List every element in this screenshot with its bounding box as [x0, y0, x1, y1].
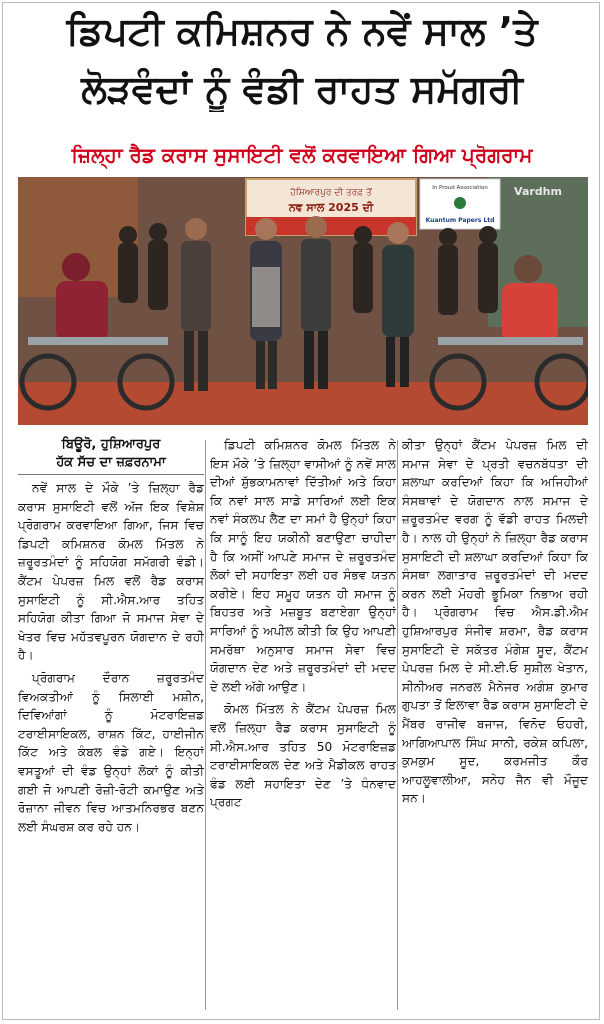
- sponsor-name: Kuantum Papers Ltd: [425, 217, 495, 224]
- right-sign-text: Vardhm: [514, 185, 562, 198]
- sponsor-top: In Proud Association: [432, 185, 488, 191]
- article-column-1: [18, 436, 204, 1014]
- article-body: [18, 436, 588, 1014]
- banner-line-2: ਨਵ ਸਾਲ 2025 ਦੀ: [288, 201, 374, 214]
- article-column-3: [402, 436, 588, 1014]
- sponsor-logo-icon: [454, 197, 466, 209]
- byline-box: [18, 436, 204, 475]
- paragraph: ਨਵੇਂ ਸਾਲ ਦੇ ਮੌਕੇ ’ਤੇ ਜ਼ਿਲ੍ਹਾ ਰੈਡ ਕਰਾਸ ਸੁਸਾਇਟੀ ਵਲੋਂ ਅੱਜ ਇਕ ਵਿਸ਼ੇਸ਼ ਪ੍ਰੋਗਰਾਮ ਕਰਵਾਇਆ ਗਿਆ, ਜਿਸ ਵਿਚ ਡਿਪਟੀ ਕਮਿਸ਼ਨਰ ਕੋਮਲ ਮਿੱਤਲ ਨੇ ਜ਼ਰੂਰਤਮੰਦਾਂ ਨੂੰ ਸਹਿਯੋਗ ਸਮੱਗਰੀ ਵੰਡੀ। ਕੈਂਟਮ ਪੇਪਰਜ਼ ਮਿਲ ਵਲੋਂ ਰੈਡ ਕਰਾਸ ਸੁਸਾਇਟੀ ਨੂੰ ਸੀ.ਐਸ.ਆਰ ਤਹਿਤ ਸਹਿਯੋਗ ਕੀਤਾ ਗਿਆ ਜੋ ਸਮਾਜ ਸੇਵਾ ਦੇ ਖੇਤਰ ਵਿਚ ਮਹੱਤਵਪੂਰਨ ਯੋਗਦਾਨ ਦੇ ਰਹੀ ਹੈ।: [18, 481, 204, 663]
- banner-line-1: ਹੋਸ਼ਿਆਰਪੁਰ ਦੀ ਤਰਫ਼ ਤੋਂ: [290, 188, 372, 198]
- headline-line-1: ਡਿਪਟੀ ਕਮਿਸ਼ਨਰ ਨੇ ਨਵੇਂ ਸਾਲ ’ਤੇ: [66, 9, 538, 53]
- byline-paper: ਹੱਕ ਸੱਚ ਦਾ ਜ਼ਫ਼ਰਨਾਮਾ: [56, 455, 166, 470]
- subheadline: ਜ਼ਿਲ੍ਹਾ ਰੈਡ ਕਰਾਸ ਸੁਸਾਇਟੀ ਵਲੋਂ ਕਰਵਾਇਆ ਗਿਆ ਪ੍ਰੋਗਰਾਮ: [71, 143, 533, 167]
- news-photo: [18, 177, 588, 425]
- headline-line-2: ਲੋੜਵੰਦਾਂ ਨੂੰ ਵੰਡੀ ਰਾਹਤ ਸਮੱਗਰੀ: [81, 67, 523, 111]
- paragraph: ਪ੍ਰੋਗਰਾਮ ਦੌਰਾਨ ਜ਼ਰੂਰਤਮੰਦ ਵਿਅਕਤੀਆਂ ਨੂੰ ਸਿਲਾਈ ਮਸ਼ੀਨ, ਦਿਵਿਆਂਗਾਂ ਨੂੰ ਮੋਟਰਾਇਜ਼ਡ ਟਰਾਈਸਾਇਕਲ, ਰਾਸ਼ਨ ਕਿੱਟ, ਹਾਈਜੀਨ ਕਿੱਟ ਅਤੇ ਕੰਬਲ ਵੰਡੇ ਗਏ। ਇਨ੍ਹਾਂ ਵਸਤੂਆਂ ਦੀ ਵੰਡ ਉਨ੍ਹਾਂ ਲੋਕਾਂ ਨੂੰ ਕੀਤੀ ਗਈ ਜੋ ਆਪਣੀ ਰੋਜ਼ੀ-ਰੋਟੀ ਕਮਾਉਣ ਅਤੇ ਰੋਜ਼ਾਨਾ ਜੀਵਨ ਵਿਚ ਆਤਮਨਿਰਭਰ ਬਣਨ ਲਈ ਸੰਘਰਸ਼ ਕਰ ਰਹੇ ਹਨ।: [18, 670, 204, 834]
- byline-place: ਬਿਊਰੋ, ਹੁਸ਼ਿਆਰਪੁਰ: [61, 437, 161, 452]
- paragraph: ਕੋਮਲ ਮਿੱਤਲ ਨੇ ਕੈਂਟਮ ਪੇਪਰਜ਼ ਮਿਲ ਵਲੋਂ ਜ਼ਿਲ੍ਹਾ ਰੈਡ ਕਰਾਸ ਸੁਸਾਇਟੀ ਨੂੰ ਸੀ.ਐਸ.ਆਰ ਤਹਿਤ 50 ਮੋਟਰਾਇਜ਼ਡ ਟਰਾਈਸਾਇਕਲ ਦੇਣ ਅਤੇ ਮੈਡੀਕਲ ਰਾਹਤ ਫੰਡ ਲਈ ਸਹਾਇਤਾ ਦੇਣ ’ਤੇ ਧੰਨਵਾਦ ਪ੍ਰਗਟ: [210, 702, 396, 810]
- article-column-2: [210, 436, 396, 1014]
- paragraph: ਕੀਤਾ ਉਨ੍ਹਾਂ ਕੈਂਟਮ ਪੇਪਰਜ਼ ਮਿਲ ਦੀ ਸਮਾਜ ਸੇਵਾ ਦੇ ਪ੍ਰਤੀ ਵਚਨਬੱਧਤਾ ਦੀ ਸ਼ਲਾਘਾ ਕਰਦਿਆਂ ਕਿਹਾ ਕਿ ਅਜਿਹੀਆਂ ਸੰਸਥਾਵਾਂ ਦੇ ਯੋਗਦਾਨ ਨਾਲ ਸਮਾਜ ਦੇ ਜ਼ਰੂਰਤਮੰਦ ਵਰਗ ਨੂੰ ਵੱਡੀ ਰਾਹਤ ਮਿਲਦੀ ਹੈ। ਨਾਲ ਹੀ ਉਨ੍ਹਾਂ ਨੇ ਜ਼ਿਲ੍ਹਾ ਰੈਡ ਕਰਾਸ ਸੁਸਾਇਟੀ ਦੀ ਸ਼ਲਾਘਾ ਕਰਦਿਆਂ ਕਿਹਾ ਕਿ ਸੰਸਥਾ ਲਗਾਤਾਰ ਜ਼ਰੂਰਤਮੰਦਾਂ ਦੀ ਮਦਦ ਕਰਨ ਲਈ ਮੋਹਰੀ ਭੂਮਿਕਾ ਨਿਭਾਅ ਰਹੀ ਹੈ। ਪ੍ਰੋਗਰਾਮ ਵਿਚ ਐਸ.ਡੀ.ਐਮ ਹੁਸ਼ਿਆਰਪੁਰ ਸੰਜੀਵ ਸ਼ਰਮਾ, ਰੈਡ ਕਰਾਸ ਸੁਸਾਇਟੀ ਦੇ ਸਕੱਤਰ ਮੰਗੇਸ਼ ਸੂਦ, ਕੈਂਟਮ ਪੇਪਰਜ਼ ਮਿਲ ਦੇ ਸੀ.ਈ.ਓ ਸੁਸ਼ੀਲ ਖੇਤਾਨ, ਸੀਨੀਅਰ ਜਨਰਲ ਮੈਨੇਜਰ ਅਗੰਸ਼ ਕੁਮਾਰ ਗੁਪਤਾ ਤੋਂ ਇਲਾਵਾ ਰੈਡ ਕਰਾਸ ਸੁਸਾਇਟੀ ਦੇ ਮੈਂਬਰ ਰਾਜੀਵ ਬਜਾਜ, ਵਿਨੋਦ ਓਹਰੀ, ਆਗਿਆਪਾਲ ਸਿੰਘ ਸਾਨੀ, ਰਕੇਸ਼ ਕਪਿਲਾ, ਕੁਮਕੁਮ ਸੂਦ, ਕਰਮਜੀਤ ਕੌਰ ਆਹਲੂਵਾਲੀਆ, ਸਨੇਹ ਜੈਨ ਵੀ ਮੌਜੂਦ ਸਨ।: [402, 438, 588, 806]
- paragraph: ਡਿਪਟੀ ਕਮਿਸ਼ਨਰ ਕੋਮਲ ਮਿੱਤਲ ਨੇ ਇਸ ਮੌਕੇ ’ਤੇ ਜ਼ਿਲ੍ਹਾ ਵਾਸੀਆਂ ਨੂੰ ਨਵੇਂ ਸਾਲ ਦੀਆਂ ਸ਼ੁੱਭਕਾਮਨਾਵਾਂ ਦਿੱਤੀਆਂ ਅਤੇ ਕਿਹਾ ਕਿ ਨਵਾਂ ਸਾਲ ਸਾਡੇ ਸਾਰਿਆਂ ਲਈ ਇਕ ਨਵਾਂ ਸੰਕਲਪ ਲੈਣ ਦਾ ਸਮਾਂ ਹੈ ਉਨ੍ਹਾਂ ਕਿਹਾ ਕਿ ਸਾਨੂੰ ਇਹ ਯਕੀਨੀ ਬਣਾਉਣਾ ਚਾਹੀਦਾ ਹੈ ਕਿ ਅਸੀਂ ਆਪਣੇ ਸਮਾਜ ਦੇ ਜ਼ਰੂਰਤਮੰਦ ਲੋਕਾਂ ਦੀ ਸਹਾਇਤਾ ਲਈ ਹਰ ਸੰਭਵ ਯਤਨ ਕਰੀਏ। ਇਹ ਸਮੂਹ ਯਤਨ ਹੀ ਸਮਾਜ ਨੂੰ ਬਿਹਤਰ ਅਤੇ ਮਜ਼ਬੂਤ ਬਣਾਏਗਾ ਉਨ੍ਹਾਂ ਸਾਰਿਆਂ ਨੂੰ ਅਪੀਲ ਕੀਤੀ ਕਿ ਉਹ ਆਪਣੀ ਸਮਰੱਥਾ ਅਨੁਸਾਰ ਸਮਾਜ ਸੇਵਾ ਵਿਚ ਯੋਗਦਾਨ ਦੇਣ ਅਤੇ ਜ਼ਰੂਰਤਮੰਦਾਂ ਦੀ ਮਦਦ ਦੇ ਲਈ ਅੱਗੇ ਆਉਣ।: [210, 438, 396, 694]
- news-photo-illustration: [18, 177, 588, 425]
